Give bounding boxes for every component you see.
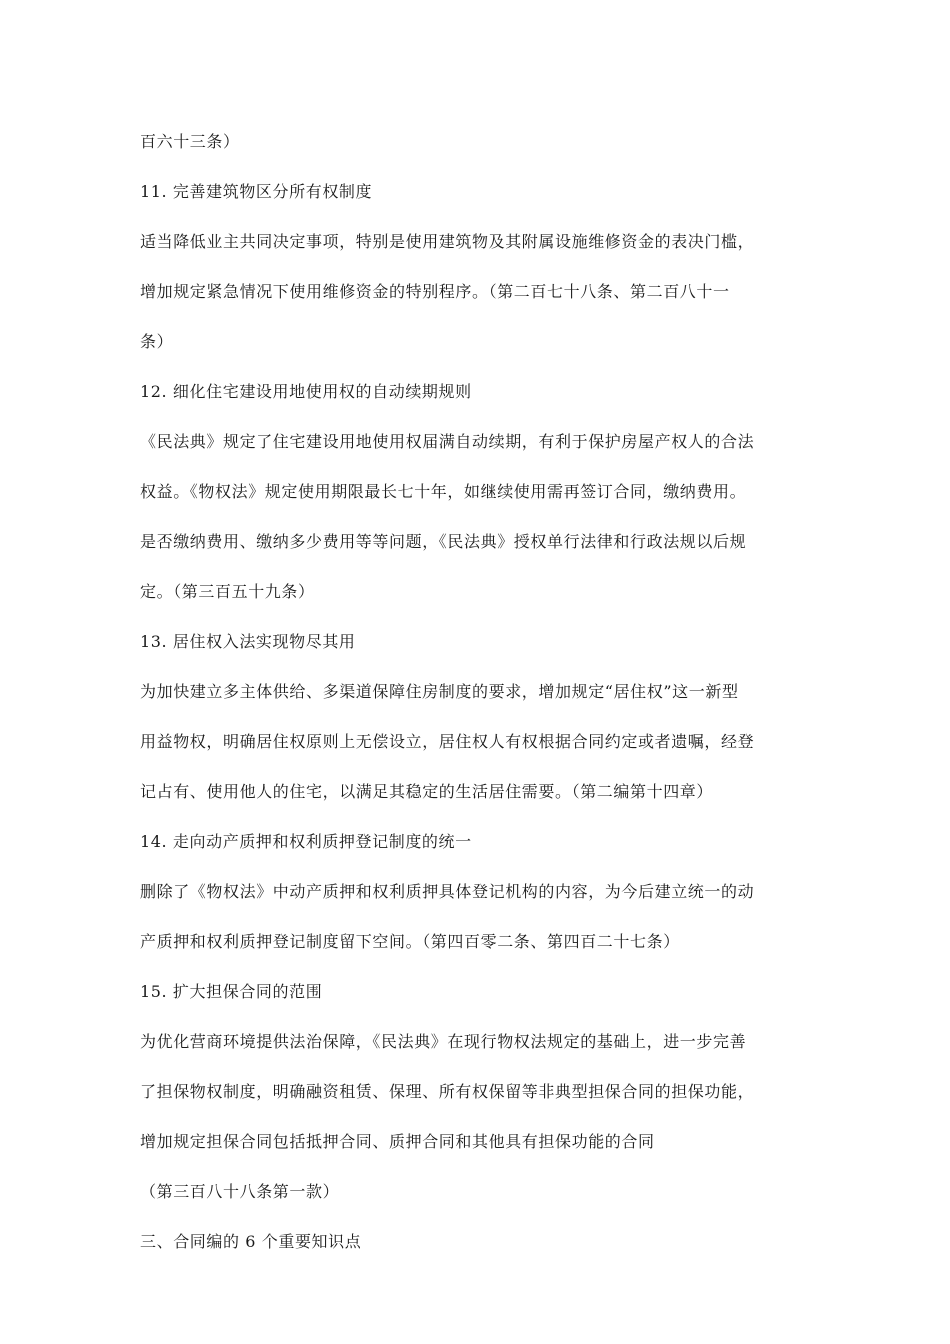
section-heading: 12. 细化住宅建设用地使用权的自动续期规则 <box>140 382 472 401</box>
text-line: 删除了《物权法》中动产质押和权利质押具体登记机构的内容，为今后建立统一的动 <box>140 882 755 901</box>
text-line: 权益。《物权法》规定使用期限最长七十年，如继续使用需再签订合同，缴纳费用。 <box>140 482 747 501</box>
section-heading: 11. 完善建筑物区分所有权制度 <box>140 182 373 201</box>
text-line: 《民法典》规定了住宅建设用地使用权届满自动续期，有利于保护房屋产权人的合法 <box>140 432 755 451</box>
chapter-heading: 三、合同编的 6 个重要知识点 <box>140 1232 362 1251</box>
section-heading: 14. 走向动产质押和权利质押登记制度的统一 <box>140 832 472 851</box>
text-line: 是否缴纳费用、缴纳多少费用等等问题，《民法典》授权单行法律和行政法规以后规 <box>140 532 747 551</box>
text-line: 百六十三条） <box>140 132 240 151</box>
text-line: 为优化营商环境提供法治保障，《民法典》在现行物权法规定的基础上，进一步完善 <box>140 1032 747 1051</box>
text-line: 产质押和权利质押登记制度留下空间。（第四百零二条、第四百二十七条） <box>140 932 680 951</box>
text-line: 增加规定紧急情况下使用维修资金的特别程序。（第二百七十八条、第二百八十一 <box>140 282 730 301</box>
section-heading: 15. 扩大担保合同的范围 <box>140 982 323 1001</box>
section-heading: 13. 居住权入法实现物尽其用 <box>140 632 356 651</box>
text-line: 记占有、使用他人的住宅，以满足其稳定的生活居住需要。（第二编第十四章） <box>140 782 714 801</box>
text-line: 条） <box>140 332 174 351</box>
text-line: 了担保物权制度，明确融资租赁、保理、所有权保留等非典型担保合同的担保功能， <box>140 1082 755 1101</box>
text-line: 定。（第三百五十九条） <box>140 582 315 601</box>
text-line: 增加规定担保合同包括抵押合同、质押合同和其他具有担保功能的合同 <box>140 1132 655 1151</box>
text-line: 适当降低业主共同决定事项，特别是使用建筑物及其附属设施维修资金的表决门槛， <box>140 232 755 251</box>
text-line: （第三百八十八条第一款） <box>140 1182 340 1201</box>
text-line: 为加快建立多主体供给、多渠道保障住房制度的要求，增加规定“居住权”这一新型 <box>140 682 739 701</box>
text-line: 用益物权，明确居住权原则上无偿设立，居住权人有权根据合同约定或者遗嘱，经登 <box>140 732 755 751</box>
